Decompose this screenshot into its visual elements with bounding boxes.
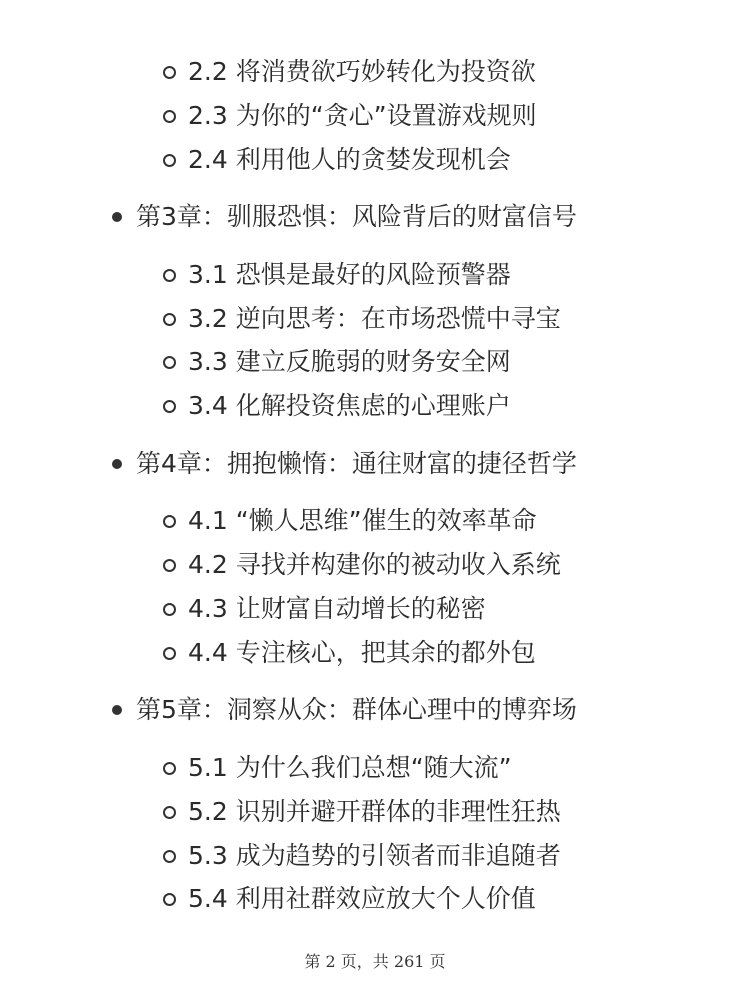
toc-item-label: 2.4 利用他人的贪婪发现机会 <box>188 145 511 174</box>
toc-item-label: 4.2 寻找并构建你的被动收入系统 <box>188 550 561 579</box>
hollow-bullet-icon <box>163 110 176 123</box>
hollow-bullet-icon <box>163 603 176 616</box>
toc-item-label: 3.1 恐惧是最好的风险预警器 <box>188 260 511 289</box>
filled-bullet-icon <box>112 705 122 715</box>
hollow-bullet-icon <box>163 515 176 528</box>
toc-item-label: 3.2 逆向思考：在市场恐慌中寻宝 <box>188 304 561 333</box>
toc-item-label: 5.1 为什么我们总想“随大流” <box>188 753 512 782</box>
hollow-bullet-icon <box>163 647 176 660</box>
toc-item-label: 2.3 为你的“贪心”设置游戏规则 <box>188 101 537 130</box>
toc-item-label: 4.4 专注核心，把其余的都外包 <box>188 638 536 667</box>
hollow-bullet-icon <box>163 806 176 819</box>
hollow-bullet-icon <box>163 269 176 282</box>
hollow-bullet-icon <box>163 850 176 863</box>
filled-bullet-icon <box>112 212 122 222</box>
toc-item-label: 4.3 让财富自动增长的秘密 <box>188 594 486 623</box>
toc-item-label: 4.1 “懒人思维”催生的效率革命 <box>188 506 537 535</box>
hollow-bullet-icon <box>163 762 176 775</box>
page-number: 第 2 页，共 261 页 <box>304 952 446 971</box>
hollow-bullet-icon <box>163 313 176 326</box>
toc-item-label: 5.4 利用社群效应放大个人价值 <box>188 884 536 913</box>
chapter-title: 第5章：洞察从众：群体心理中的博弈场 <box>136 695 577 724</box>
chapter-title: 第3章：驯服恐惧：风险背后的财富信号 <box>136 202 577 231</box>
toc-item-label: 3.3 建立反脆弱的财务安全网 <box>188 347 511 376</box>
filled-bullet-icon <box>112 459 122 469</box>
hollow-bullet-icon <box>163 356 176 369</box>
hollow-bullet-icon <box>163 400 176 413</box>
chapter-title: 第4章：拥抱懒惰：通往财富的捷径哲学 <box>136 449 577 478</box>
toc-item-label: 2.2 将消费欲巧妙转化为投资欲 <box>188 57 536 86</box>
hollow-bullet-icon <box>163 66 176 79</box>
hollow-bullet-icon <box>163 154 176 167</box>
hollow-bullet-icon <box>163 559 176 572</box>
toc-item-label: 5.3 成为趋势的引领者而非追随者 <box>188 841 561 870</box>
toc-item-label: 5.2 识别并避开群体的非理性狂热 <box>188 797 561 826</box>
toc-item-label: 3.4 化解投资焦虑的心理账户 <box>188 391 511 420</box>
hollow-bullet-icon <box>163 893 176 906</box>
